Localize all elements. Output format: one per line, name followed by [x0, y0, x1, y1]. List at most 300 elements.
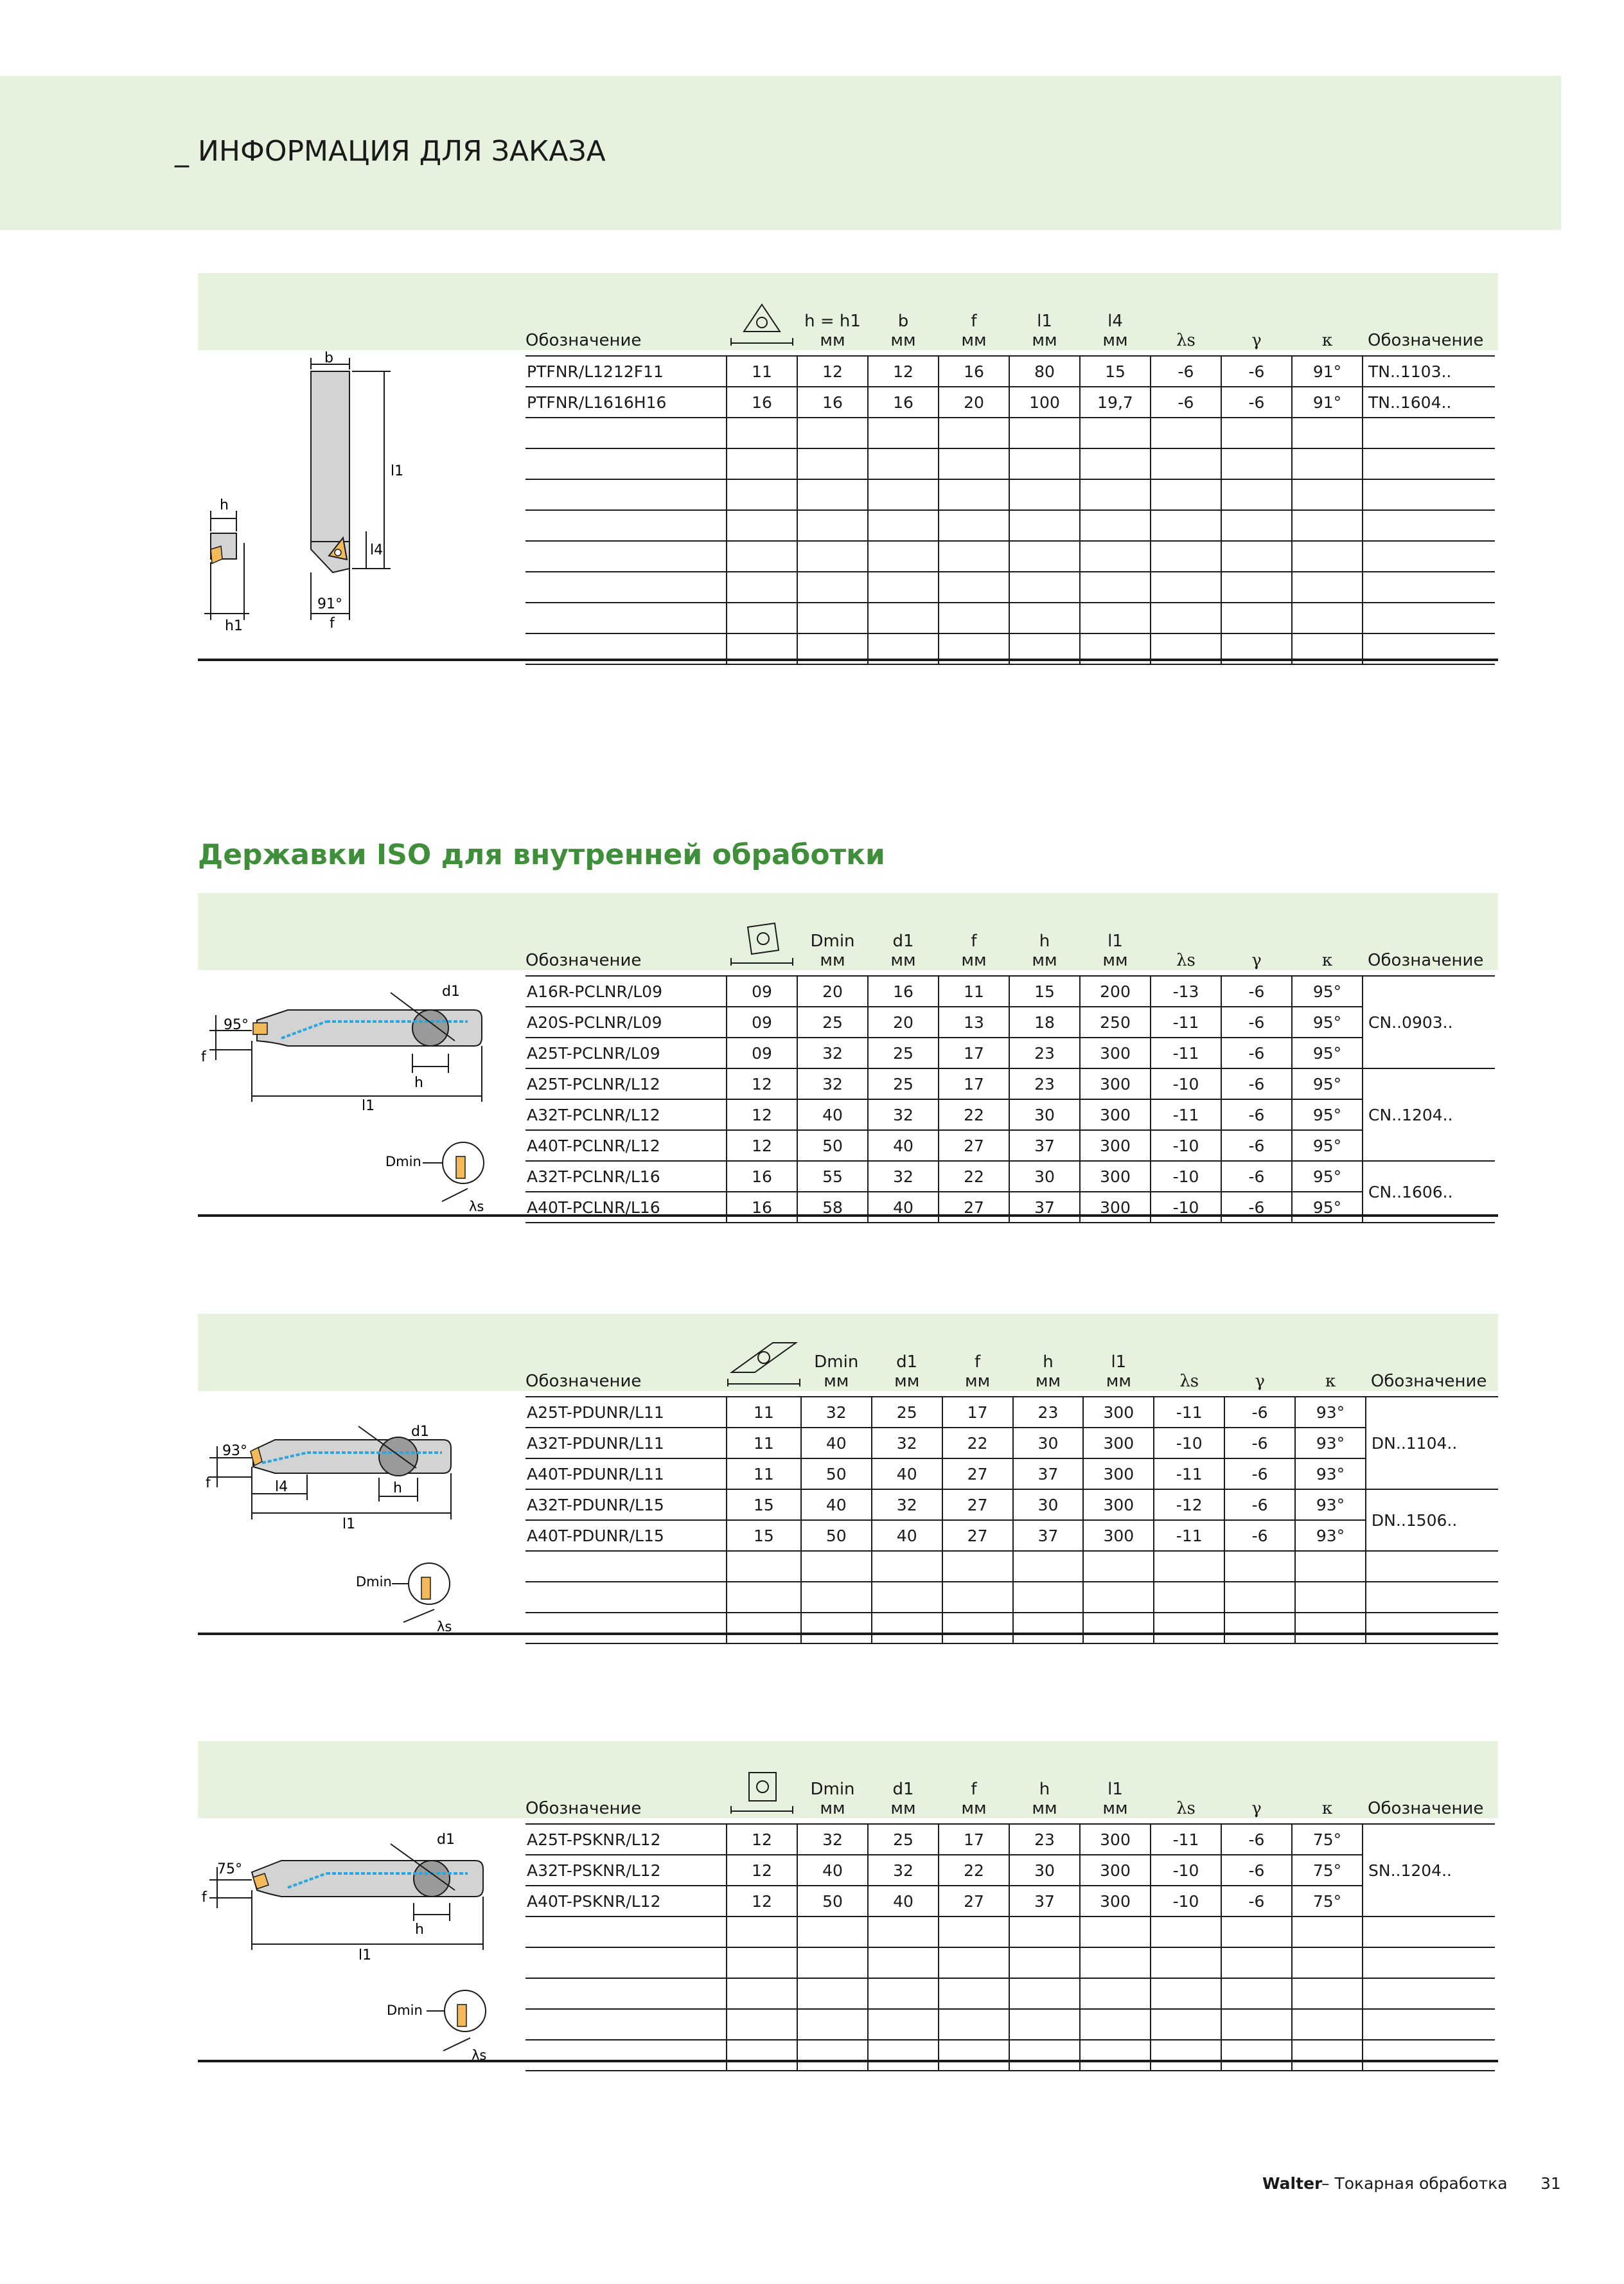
boring-bar-drawing-psknr	[198, 1818, 525, 2060]
header-h: h мм	[1035, 1352, 1061, 1391]
cell-value: 16	[797, 387, 868, 418]
cell-value: 37	[1009, 1130, 1080, 1161]
table-row	[525, 1489, 1498, 1520]
cell-value: -11	[1151, 1007, 1221, 1038]
triangle-insert-icon	[730, 301, 794, 346]
header-lambda: λs	[1176, 1799, 1196, 1818]
cell-insert: SN..1204..	[1363, 1824, 1495, 1917]
cell-value: -6	[1221, 1886, 1292, 1917]
dim-label-l1: l1	[391, 463, 404, 479]
cell-value: 40	[872, 1520, 942, 1551]
cell-value: 300	[1080, 1824, 1151, 1855]
header-dmin: Dmin мм	[810, 932, 855, 970]
cell-value: 93°	[1295, 1520, 1366, 1551]
holder-block-pclnr	[198, 893, 1498, 1221]
cell-value: 23	[1009, 1824, 1080, 1855]
cell-value: 37	[1009, 1192, 1080, 1223]
table-row	[525, 387, 1495, 418]
cell-value: 15	[1009, 976, 1080, 1007]
header-d1: d1 мм	[890, 932, 916, 970]
cell-insert: CN..1204..	[1363, 1068, 1495, 1161]
cell-value: 23	[1009, 1038, 1080, 1068]
cell-value: 09	[727, 976, 797, 1007]
header-d1: d1 мм	[894, 1352, 920, 1391]
cell-designation: PTFNR/L1616H16	[525, 387, 727, 418]
header-b: b мм	[890, 312, 916, 350]
cell-value: 20	[868, 1007, 939, 1038]
cell-value: 12	[868, 356, 939, 387]
cell-value: 300	[1080, 1192, 1151, 1223]
header-dmin: Dmin мм	[814, 1352, 859, 1391]
cell-insert: DN..1506..	[1366, 1489, 1498, 1551]
cell-value: 32	[868, 1855, 939, 1886]
cell-value: 32	[872, 1428, 942, 1458]
table-row	[525, 1886, 1495, 1917]
header-insert-designation: Обозначение	[1368, 331, 1484, 350]
header-designation: Обозначение	[525, 331, 642, 350]
header-insert-designation: Обозначение	[1368, 1799, 1484, 1818]
cell-insert: TN..1103..	[1363, 356, 1495, 387]
cell-value: 91°	[1292, 356, 1363, 387]
header-l1: l1 мм	[1102, 1780, 1128, 1818]
cell-value: 300	[1080, 1161, 1151, 1192]
header-kappa: κ	[1325, 1372, 1336, 1391]
header-designation: Обозначение	[525, 1372, 642, 1391]
cell-value: 300	[1083, 1428, 1154, 1458]
dim-label-h: h	[220, 497, 229, 513]
cell-value: 300	[1083, 1489, 1154, 1520]
cell-value: 11	[727, 1458, 801, 1489]
cell-value: -10	[1154, 1428, 1224, 1458]
cell-value: 95°	[1292, 1192, 1363, 1223]
cell-designation: A40T-PDUNR/L15	[525, 1520, 727, 1551]
external-holder-drawing	[198, 350, 525, 659]
dim-label-dmin: Dmin	[356, 1574, 392, 1589]
cell-value: -10	[1151, 1130, 1221, 1161]
table-row	[525, 356, 1495, 387]
header-dmin: Dmin мм	[810, 1780, 855, 1818]
cell-value: 200	[1080, 976, 1151, 1007]
cell-value: 18	[1009, 1007, 1080, 1038]
cell-designation: PTFNR/L1212F11	[525, 356, 727, 387]
cell-value: 40	[801, 1489, 872, 1520]
header-insert-designation: Обозначение	[1370, 1372, 1487, 1391]
cell-designation: A40T-PDUNR/L11	[525, 1458, 727, 1489]
cell-value: -11	[1154, 1520, 1224, 1551]
cell-value: 91°	[1292, 387, 1363, 418]
cell-value: -6	[1224, 1520, 1295, 1551]
page-title: _ ИНФОРМАЦИЯ ДЛЯ ЗАКАЗА	[175, 135, 606, 168]
header-insert-icon	[727, 893, 797, 976]
cell-value: 19,7	[1080, 387, 1151, 418]
empty-row	[525, 510, 1495, 541]
cell-value: 50	[801, 1458, 872, 1489]
cell-value: 12	[727, 1855, 797, 1886]
empty-row	[525, 603, 1495, 633]
cell-value: 12	[727, 1886, 797, 1917]
table-row	[525, 1161, 1495, 1192]
table-row	[525, 1458, 1498, 1489]
cell-value: 93°	[1295, 1428, 1366, 1458]
cell-value: 58	[797, 1192, 868, 1223]
cell-designation: A40T-PCLNR/L12	[525, 1130, 727, 1161]
table-row	[525, 1855, 1495, 1886]
section-title: Державки ISO для внутренней обработки	[198, 838, 885, 871]
cell-value: -6	[1224, 1397, 1295, 1428]
cell-value: 75°	[1292, 1824, 1363, 1855]
cell-value: 32	[868, 1161, 939, 1192]
dim-label-b: b	[324, 350, 333, 366]
order-table-ptfnr	[525, 273, 1495, 665]
cell-value: 75°	[1292, 1886, 1363, 1917]
cell-insert: DN..1104..	[1366, 1397, 1498, 1489]
cell-designation: A25T-PCLNR/L12	[525, 1068, 727, 1099]
cell-value: 40	[872, 1458, 942, 1489]
cell-value: 16	[727, 387, 797, 418]
table-row	[525, 976, 1495, 1007]
cell-value: 15	[727, 1520, 801, 1551]
cell-value: 16	[868, 387, 939, 418]
cell-value: 12	[727, 1130, 797, 1161]
cell-value: 16	[727, 1192, 797, 1223]
cell-designation: A32T-PDUNR/L11	[525, 1428, 727, 1458]
cell-value: -13	[1151, 976, 1221, 1007]
dim-label-angle: 95°	[224, 1017, 249, 1033]
cell-value: 09	[727, 1007, 797, 1038]
cell-value: 27	[942, 1489, 1013, 1520]
header-f: f мм	[961, 932, 987, 970]
cell-value: 32	[797, 1068, 868, 1099]
cell-value: 95°	[1292, 1068, 1363, 1099]
cell-value: 25	[868, 1038, 939, 1068]
dim-label-h: h	[414, 1075, 423, 1091]
dim-label-f: f	[206, 1475, 211, 1491]
boring-bar-drawing-pdunr	[198, 1391, 525, 1633]
cell-value: 23	[1013, 1397, 1084, 1428]
table-row	[525, 1099, 1495, 1130]
cell-value: -6	[1151, 387, 1221, 418]
dim-label-l1: l1	[362, 1098, 375, 1114]
header-f: f мм	[961, 1780, 987, 1818]
header-gamma: γ	[1251, 331, 1262, 350]
rhombic-80-insert-icon	[730, 921, 794, 966]
cell-designation: A32T-PCLNR/L16	[525, 1161, 727, 1192]
cell-value: 93°	[1295, 1458, 1366, 1489]
cell-value: -6	[1221, 1192, 1292, 1223]
cell-value: 40	[797, 1099, 868, 1130]
cell-value: 22	[942, 1428, 1013, 1458]
dim-label-h1: h1	[225, 618, 243, 634]
header-lambda: λs	[1176, 951, 1196, 970]
cell-value: 25	[868, 1068, 939, 1099]
cell-value: -10	[1151, 1192, 1221, 1223]
empty-row	[525, 1947, 1495, 1978]
cell-value: -11	[1154, 1397, 1224, 1428]
square-insert-icon	[730, 1769, 794, 1814]
empty-row	[525, 1551, 1498, 1582]
cell-value: 40	[868, 1192, 939, 1223]
header-designation: Обозначение	[525, 1799, 642, 1818]
header-d1: d1 мм	[890, 1780, 916, 1818]
header-lambda: λs	[1176, 331, 1196, 350]
order-table-pclnr	[525, 893, 1495, 1223]
cell-value: 23	[1009, 1068, 1080, 1099]
table-row	[525, 1068, 1495, 1099]
cell-value: -6	[1224, 1458, 1295, 1489]
header-h: h мм	[1032, 1780, 1057, 1818]
header-l1: l1 мм	[1106, 1352, 1131, 1391]
footer-text: – Токарная обработка	[1321, 2174, 1508, 2193]
dim-label-l1: l1	[342, 1516, 356, 1532]
cell-value: 25	[797, 1007, 868, 1038]
header-lambda: λs	[1179, 1372, 1199, 1391]
empty-row	[525, 1582, 1498, 1613]
cell-value: 32	[801, 1397, 872, 1428]
cell-value: 300	[1080, 1068, 1151, 1099]
cell-value: 20	[939, 387, 1009, 418]
cell-value: 37	[1009, 1886, 1080, 1917]
cell-value: 93°	[1295, 1397, 1366, 1428]
cell-value: -6	[1221, 1824, 1292, 1855]
cell-value: 75°	[1292, 1855, 1363, 1886]
cell-designation: A32T-PCLNR/L12	[525, 1099, 727, 1130]
cell-value: 95°	[1292, 1038, 1363, 1068]
cell-value: 300	[1083, 1520, 1154, 1551]
empty-row	[525, 541, 1495, 572]
cell-value: -6	[1221, 1099, 1292, 1130]
cell-value: 17	[939, 1824, 1009, 1855]
cell-value: 37	[1013, 1520, 1084, 1551]
cell-value: -10	[1151, 1855, 1221, 1886]
dim-label-d1: d1	[411, 1424, 429, 1440]
cell-value: 27	[939, 1192, 1009, 1223]
cell-value: 300	[1080, 1130, 1151, 1161]
empty-row	[525, 479, 1495, 510]
header-insert-icon	[727, 1741, 797, 1824]
dim-label-lambda: λs	[469, 1199, 484, 1214]
cell-value: 40	[868, 1130, 939, 1161]
cell-designation: A32T-PDUNR/L15	[525, 1489, 727, 1520]
holder-block-ptfnr	[198, 273, 1498, 662]
header-gamma: γ	[1251, 1799, 1262, 1818]
table-row	[525, 1397, 1498, 1428]
table-row	[525, 1007, 1495, 1038]
cell-value: -6	[1224, 1489, 1295, 1520]
footer-brand: Walter	[1262, 2174, 1323, 2193]
header-h: h мм	[1032, 932, 1057, 970]
cell-value: 40	[868, 1886, 939, 1917]
cell-value: -11	[1151, 1824, 1221, 1855]
cell-value: -6	[1224, 1428, 1295, 1458]
empty-row	[525, 448, 1495, 479]
cell-value: -6	[1221, 1007, 1292, 1038]
dim-label-lambda: λs	[472, 2048, 487, 2060]
header-designation: Обозначение	[525, 951, 642, 970]
cell-value: 95°	[1292, 1130, 1363, 1161]
cell-value: 16	[727, 1161, 797, 1192]
cell-value: 300	[1080, 1855, 1151, 1886]
cell-value: -6	[1221, 1855, 1292, 1886]
cell-value: 17	[939, 1068, 1009, 1099]
dim-label-angle: 75°	[217, 1861, 242, 1877]
dim-label-f: f	[330, 615, 335, 632]
cell-value: 32	[868, 1099, 939, 1130]
cell-value: 93°	[1295, 1489, 1366, 1520]
cell-value: 300	[1083, 1458, 1154, 1489]
dim-label-angle: 93°	[222, 1443, 247, 1459]
cell-value: 11	[727, 1428, 801, 1458]
cell-value: -10	[1151, 1886, 1221, 1917]
cell-designation: A40T-PCLNR/L16	[525, 1192, 727, 1223]
table-row	[525, 1038, 1495, 1068]
order-table-psknr	[525, 1741, 1495, 2071]
cell-value: 80	[1009, 356, 1080, 387]
cell-value: 32	[797, 1038, 868, 1068]
cell-value: -6	[1221, 387, 1292, 418]
empty-row	[525, 418, 1495, 448]
cell-value: 40	[801, 1428, 872, 1458]
cell-value: 27	[942, 1458, 1013, 1489]
cell-value: 300	[1080, 1099, 1151, 1130]
dim-label-dmin: Dmin	[387, 2003, 423, 2018]
cell-value: -10	[1151, 1161, 1221, 1192]
cell-designation: A25T-PSKNR/L12	[525, 1824, 727, 1855]
empty-row	[525, 1978, 1495, 2009]
dim-label-h: h	[415, 1922, 424, 1938]
cell-value: 22	[939, 1099, 1009, 1130]
empty-row	[525, 633, 1495, 664]
cell-value: 55	[797, 1161, 868, 1192]
cell-designation: A20S-PCLNR/L09	[525, 1007, 727, 1038]
cell-value: 27	[939, 1130, 1009, 1161]
cell-value: -6	[1221, 1038, 1292, 1068]
cell-value: -6	[1151, 356, 1221, 387]
empty-row	[525, 1613, 1498, 1643]
dim-label-d1: d1	[437, 1832, 455, 1848]
cell-value: 30	[1009, 1099, 1080, 1130]
cell-value: 32	[797, 1824, 868, 1855]
cell-value: 15	[727, 1489, 801, 1520]
empty-row	[525, 2009, 1495, 2040]
cell-value: 100	[1009, 387, 1080, 418]
cell-value: 25	[872, 1397, 942, 1428]
cell-value: 20	[797, 976, 868, 1007]
cell-value: 250	[1080, 1007, 1151, 1038]
cell-insert: TN..1604..	[1363, 387, 1495, 418]
header-gamma: γ	[1255, 1372, 1265, 1391]
order-table-pdunr	[525, 1314, 1498, 1644]
cell-value: 95°	[1292, 1007, 1363, 1038]
cell-value: -6	[1221, 1161, 1292, 1192]
table-row	[525, 1192, 1495, 1223]
header-insert-icon	[727, 273, 797, 356]
dim-label-f: f	[201, 1049, 206, 1065]
header-gamma: γ	[1251, 951, 1262, 970]
cell-value: 16	[868, 976, 939, 1007]
cell-value: 17	[942, 1397, 1013, 1428]
cell-value: -12	[1154, 1489, 1224, 1520]
cell-value: -10	[1151, 1068, 1221, 1099]
dim-label-l4: l4	[275, 1479, 288, 1495]
cell-designation: A25T-PCLNR/L09	[525, 1038, 727, 1068]
cell-value: 27	[942, 1520, 1013, 1551]
dim-label-h: h	[393, 1480, 402, 1496]
cell-value: 13	[939, 1007, 1009, 1038]
cell-value: -11	[1151, 1099, 1221, 1130]
header-l1: l1 мм	[1102, 932, 1128, 970]
cell-value: 25	[868, 1824, 939, 1855]
cell-value: 95°	[1292, 1099, 1363, 1130]
header-f: f мм	[964, 1352, 991, 1391]
dim-label-f: f	[202, 1890, 207, 1906]
cell-value: 09	[727, 1038, 797, 1068]
cell-value: 50	[797, 1130, 868, 1161]
cell-value: 27	[939, 1886, 1009, 1917]
cell-value: 12	[727, 1824, 797, 1855]
cell-value: 50	[801, 1520, 872, 1551]
cell-designation: A16R-PCLNR/L09	[525, 976, 727, 1007]
header-kappa: κ	[1321, 1799, 1333, 1818]
cell-value: 11	[727, 356, 797, 387]
dim-label-angle: 91°	[317, 596, 342, 612]
cell-designation: A32T-PSKNR/L12	[525, 1855, 727, 1886]
cell-value: 300	[1080, 1038, 1151, 1068]
cell-value: 50	[797, 1886, 868, 1917]
cell-value: 30	[1013, 1489, 1084, 1520]
cell-value: -6	[1221, 976, 1292, 1007]
empty-row	[525, 572, 1495, 603]
rhombic-55-insert-icon	[727, 1338, 801, 1386]
cell-value: 32	[872, 1489, 942, 1520]
table-row	[525, 1824, 1495, 1855]
cell-value: 300	[1080, 1886, 1151, 1917]
table-row	[525, 1520, 1498, 1551]
page-number: 31	[1540, 2174, 1561, 2193]
cell-value: 37	[1013, 1458, 1084, 1489]
cell-value: 11	[727, 1397, 801, 1428]
cell-designation: A25T-PDUNR/L11	[525, 1397, 727, 1428]
header-l1: l1 мм	[1032, 312, 1057, 350]
cell-value: 17	[939, 1038, 1009, 1068]
table-row	[525, 1428, 1498, 1458]
cell-value: 40	[797, 1855, 868, 1886]
header-kappa: κ	[1321, 331, 1333, 350]
cell-value: 22	[939, 1161, 1009, 1192]
cell-value: 22	[939, 1855, 1009, 1886]
header-kappa: κ	[1321, 951, 1333, 970]
cell-value: -11	[1151, 1038, 1221, 1068]
cell-value: -6	[1221, 356, 1292, 387]
cell-value: -6	[1221, 1068, 1292, 1099]
dim-label-d1: d1	[442, 984, 460, 1000]
holder-block-psknr	[198, 1741, 1498, 2066]
header-insert-icon	[727, 1314, 801, 1397]
header-l4: l4 мм	[1102, 312, 1128, 350]
boring-bar-drawing-pclnr	[198, 970, 525, 1214]
cell-value: 16	[939, 356, 1009, 387]
cell-value: 12	[727, 1068, 797, 1099]
dim-label-dmin: Dmin	[385, 1154, 421, 1169]
holder-block-pdunr	[198, 1314, 1498, 1638]
empty-row	[525, 1917, 1495, 1947]
cell-insert: CN..0903..	[1363, 976, 1495, 1068]
cell-value: 300	[1083, 1397, 1154, 1428]
cell-value: 30	[1009, 1855, 1080, 1886]
dim-label-lambda: λs	[437, 1619, 452, 1633]
cell-value: 15	[1080, 356, 1151, 387]
cell-value: 12	[727, 1099, 797, 1130]
header-f: f мм	[961, 312, 987, 350]
